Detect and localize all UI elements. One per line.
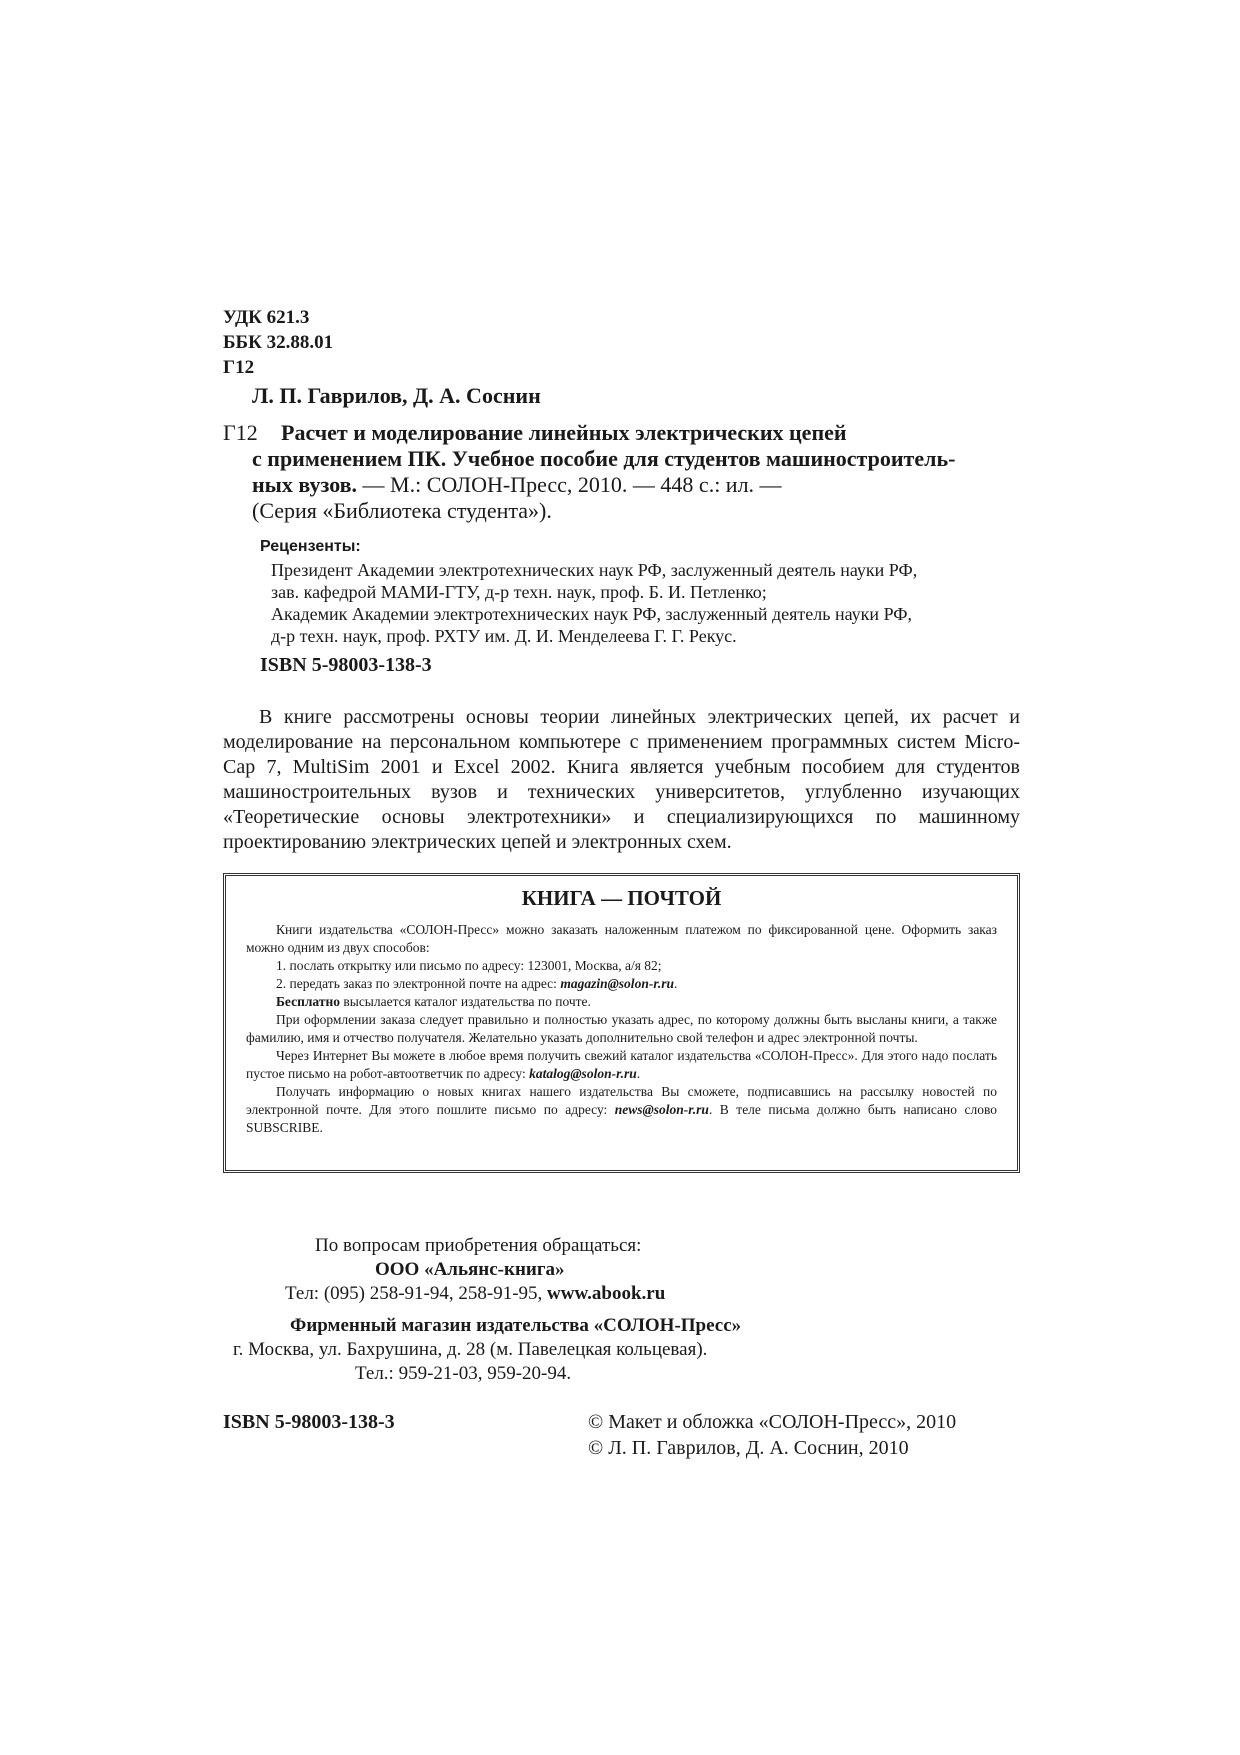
reviewer-line: Академик Академии электротехнических наук РФ, заслуженный деятель науки РФ, <box>271 604 912 624</box>
news-email-link[interactable]: news@solon-r.ru <box>614 1102 709 1117</box>
news-text: Получать информацию о новых книгах нашего издательства Вы сможете, подписавшись на рассылку новостей по электронной почте. Для этого пошлите письмо по адресу: <box>246 1084 997 1117</box>
reviewers-heading: Рецензенты: <box>260 538 361 555</box>
shop-address: г. Москва, ул. Бахрушина, д. 28 (м. Павелецкая кольцевая). <box>233 1339 708 1360</box>
reference-text <box>252 420 1043 524</box>
catalog-email-link[interactable]: katalog@solon-r.ru <box>529 1066 637 1081</box>
classification-codes <box>223 305 333 380</box>
mail-item-2-text: 2. передать заказ по электронной почте на адрес: <box>276 976 561 991</box>
contact-intro: По вопросам приобретения обращаться: <box>315 1235 642 1256</box>
bbk-code: ББК 32.88.01 <box>223 332 334 353</box>
udk-code: УДК 621.3 <box>223 307 310 328</box>
phone-text: Тел: (095) 258-91-94, 258-91-95, <box>285 1283 548 1304</box>
mail-news <box>246 1083 997 1137</box>
reviewer-line: Президент Академии электротехнических наук РФ, заслуженный деятель науки РФ, <box>271 560 918 580</box>
mail-order-title: КНИГА — ПОЧТОЙ <box>521 886 722 910</box>
isbn-bottom: ISBN 5-98003-138-3 <box>223 1411 395 1433</box>
reviewer-line: д-р техн. наук, проф. РХТУ им. Д. И. Менделеева Г. Г. Рекус. <box>271 626 737 646</box>
title-line-1: Расчет и моделирование линейных электрических цепей <box>281 420 847 445</box>
mail-catalog <box>246 1047 997 1083</box>
mail-order-box <box>223 873 1020 1173</box>
mail-free-catalog <box>246 993 997 1011</box>
mail-item-1: 1. послать открытку или письмо по адресу: 123001, Москва, а/я 82; <box>276 958 662 973</box>
news-end: . В теле письма должно быть написано слово SUBSCRIBE. <box>246 1102 997 1135</box>
free-text: высылается каталог издательства по почте. <box>340 994 591 1009</box>
authors: Л. П. Гаврилов, Д. А. Соснин <box>252 383 541 408</box>
mail-order-instructions: При оформлении заказа следует правильно и полностью указать адрес, по которому должны быть высланы книги, а также фамилию, имя и отчество получателя. Желательно указать дополнительно свой телефон и адрес электронной почты. <box>246 1012 997 1045</box>
catalog-text: Через Интернет Вы можете в любое время получить свежий каталог издательства «СОЛОН-Пресс». Для этого надо послать пустое письмо на робот-автоответчик по адресу: <box>246 1048 997 1081</box>
title-line-3-rest: — М.: СОЛОН-Пресс, 2010. — 448 с.: ил. — <box>357 472 782 497</box>
title-line-3-bold: ных вузов. <box>252 472 358 497</box>
mail-item-2-end: . <box>673 976 678 991</box>
title-line-2: с применением ПК. Учебное пособие для студентов машиностроитель- <box>252 446 956 471</box>
mail-order-body <box>246 921 997 1137</box>
reviewer-line: зав. кафедрой МАМИ-ГТУ, д-р техн. наук, проф. Б. И. Петленко; <box>271 582 767 602</box>
website-link[interactable]: www.abook.ru <box>547 1283 666 1304</box>
isbn-top: ISBN 5-98003-138-3 <box>260 654 432 676</box>
contact-phone <box>285 1282 665 1306</box>
copyright-layout: © Макет и обложка «СОЛОН-Пресс», 2010 <box>588 1411 957 1433</box>
shop-phone: Тел.: 959-21-03, 959-20-94. <box>355 1363 572 1384</box>
shop-name: Фирменный магазин издательства «СОЛОН-Пресс» <box>290 1315 742 1336</box>
free-label: Бесплатно <box>276 994 340 1009</box>
reviewers-list <box>271 559 917 647</box>
order-email-link[interactable]: magazin@solon-r.ru <box>560 976 674 991</box>
annotation <box>223 705 1020 855</box>
copyright <box>588 1409 956 1461</box>
catalog-end: . <box>636 1066 641 1081</box>
reference-code: Г12 <box>223 420 258 445</box>
copyright-authors: © Л. П. Гаврилов, Д. А. Соснин, 2010 <box>588 1437 909 1459</box>
mail-item-2 <box>246 975 997 993</box>
bibliographic-reference <box>223 420 1043 524</box>
annotation-text: В книге рассмотрены основы теории линейных электрических цепей, их расчет и моделирование на персональном компьютере с применением программных систем Micro-Cap 7, MultiSim 2001 и Excel 2002. Книга является учебным пособием для студентов машиностроительных вузов и технических университетов, углубленно изучающих «Теоретические основы электротехники» и специализирующихся по машинному проектированию электрических цепей и электронных схем. <box>223 706 1020 853</box>
mail-intro: Книги издательства «СОЛОН-Пресс» можно заказать наложенным платежом по фиксированной цене. Оформить заказ можно одним из двух способов: <box>246 922 997 955</box>
author-mark: Г12 <box>223 357 255 378</box>
contact-company: ООО «Альянс-книга» <box>375 1259 565 1280</box>
title-line-4: (Серия «Библиотека студента»). <box>252 498 552 523</box>
